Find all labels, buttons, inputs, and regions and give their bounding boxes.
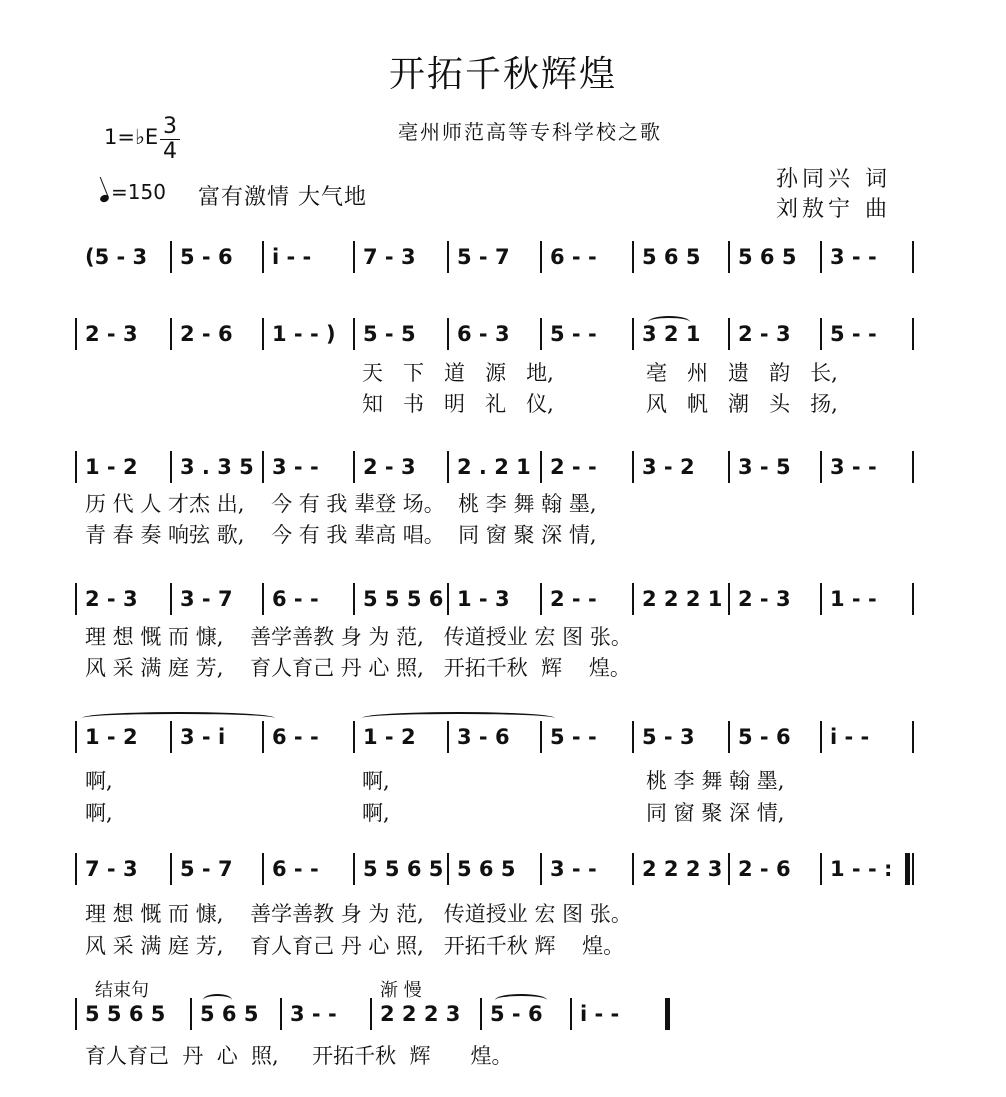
barline: [820, 583, 822, 615]
barline: [170, 721, 172, 753]
measure: 3 - 6: [457, 725, 510, 749]
tempo-value: =150: [111, 180, 166, 204]
measure: 2 - 3: [85, 322, 138, 346]
barline: [353, 721, 355, 753]
measure: 5 5 6 5: [363, 857, 444, 881]
barline: [262, 241, 264, 273]
score-row: [0, 857, 1006, 885]
barline: [75, 318, 77, 350]
measure: 2 . 2 1: [457, 455, 531, 479]
measure: 2 - -: [550, 455, 597, 479]
barline: [540, 451, 542, 483]
song-title: 开拓千秋辉煌: [388, 54, 617, 95]
lyric-line: 理 想 慨 而 慷, 善学善教 身 为 范, 传道授业 宏 图 张。: [85, 625, 632, 649]
barline: [447, 583, 449, 615]
measure: i - -: [830, 725, 870, 749]
tempo-marking: [100, 180, 166, 204]
barline: [912, 241, 914, 273]
barline: [447, 853, 449, 885]
barline: [75, 451, 77, 483]
measure: 5 - 6: [490, 1002, 543, 1026]
measure: 5 - -: [550, 322, 597, 346]
measure: 2 - -: [550, 587, 597, 611]
barline: [353, 583, 355, 615]
barline: [353, 241, 355, 273]
lyric-line: 啊,: [85, 801, 113, 825]
measure: 5 5 5 6: [363, 587, 444, 611]
measure: 5 - -: [830, 322, 877, 346]
measure: 6 - -: [272, 587, 319, 611]
barline: [353, 318, 355, 350]
barline: [353, 853, 355, 885]
measure: 6 - -: [550, 245, 597, 269]
barline: [632, 583, 634, 615]
final-barline: [665, 998, 670, 1030]
barline: [75, 853, 77, 885]
barline: [820, 318, 822, 350]
barline: [632, 241, 634, 273]
measure: 5 - 6: [180, 245, 233, 269]
measure: 5 - 6: [738, 725, 791, 749]
barline: [728, 721, 730, 753]
measure: 3 - -: [830, 455, 877, 479]
measure: 2 - 3: [363, 455, 416, 479]
barline: [632, 318, 634, 350]
measure: 1 - 2: [85, 455, 138, 479]
barline: [75, 998, 77, 1030]
barline: [632, 451, 634, 483]
measure: 3 - -: [550, 857, 597, 881]
barline: [728, 853, 730, 885]
quarter-note-icon: [99, 194, 110, 204]
lyric-line: 风 采 满 庭 芳, 育人育己 丹 心 照, 开拓千秋 辉 煌。: [85, 656, 631, 680]
measure: 3 - -: [290, 1002, 337, 1026]
measure: 6 - 3: [457, 322, 510, 346]
barline: [570, 998, 572, 1030]
barline: [447, 241, 449, 273]
measure: 3 - -: [272, 455, 319, 479]
measure: 1 - -: [830, 587, 877, 611]
measure: 2 - 3: [738, 587, 791, 611]
slur: [648, 316, 690, 328]
key-signature: 1=♭E: [104, 125, 159, 149]
lyricist-credit: 孙同兴 词: [776, 167, 891, 192]
barline: [170, 853, 172, 885]
measure: 2 2 2 3: [380, 1002, 461, 1026]
slur: [495, 994, 547, 1006]
measure: 5 6 5: [457, 857, 516, 881]
barline: [75, 583, 77, 615]
barline: [632, 853, 634, 885]
barline: [912, 721, 914, 753]
measure: 5 - 5: [363, 322, 416, 346]
barline: [280, 998, 282, 1030]
barline: [170, 241, 172, 273]
time-signature-bottom: 4: [163, 139, 177, 164]
measure: 3 . 3 5: [180, 455, 254, 479]
barline: [728, 241, 730, 273]
measure: 3 - i: [180, 725, 226, 749]
barline: [170, 318, 172, 350]
measure: 7 - 3: [363, 245, 416, 269]
measure: 3 - -: [830, 245, 877, 269]
measure: i - -: [272, 245, 312, 269]
lyric-line: 亳 州 遗 韵 长,: [646, 361, 838, 385]
barline: [262, 318, 264, 350]
slur: [362, 712, 555, 724]
barline: [540, 241, 542, 273]
barline: [262, 853, 264, 885]
barline: [820, 451, 822, 483]
song-subtitle: 亳州师范高等专科学校之歌: [398, 120, 662, 144]
barline: [728, 583, 730, 615]
lyric-line: 啊,: [362, 801, 390, 825]
slur: [203, 994, 232, 1006]
barline: [262, 583, 264, 615]
lyric-line: 理 想 慨 而 慷, 善学善教 身 为 范, 传道授业 宏 图 张。: [85, 902, 632, 926]
lyric-line: 历 代 人 才杰 出, 今 有 我 辈登 场。 桃 李 舞 翰 墨,: [85, 492, 597, 516]
measure: 2 - 6: [180, 322, 233, 346]
measure: 2 2 2 3: [642, 857, 723, 881]
lyric-line: 啊,: [85, 769, 113, 793]
measure: i - -: [580, 1002, 620, 1026]
measure: 5 6 5: [200, 1002, 259, 1026]
measure: 1 - 3: [457, 587, 510, 611]
score-row: [0, 455, 1006, 483]
barline: [370, 998, 372, 1030]
lyric-line: 桃 李 舞 翰 墨,: [646, 769, 785, 793]
measure: 5 5 6 5: [85, 1002, 166, 1026]
barline: [728, 451, 730, 483]
barline: [912, 853, 914, 885]
measure: 5 - 3: [642, 725, 695, 749]
barline: [632, 721, 634, 753]
measure: 3 - 2: [642, 455, 695, 479]
lyric-line: 同 窗 聚 深 情,: [646, 801, 785, 825]
measure: 3 2 1: [642, 322, 701, 346]
ritardando-label: 渐 慢: [380, 980, 422, 1001]
measure: 5 - -: [550, 725, 597, 749]
time-signature-top: 3: [163, 114, 177, 139]
lyric-line: 知 书 明 礼 仪,: [362, 392, 554, 416]
barline: [170, 451, 172, 483]
measure: 7 - 3: [85, 857, 138, 881]
measure: 2 - 6: [738, 857, 791, 881]
measure: 1 - 2: [85, 725, 138, 749]
measure: 5 6 5: [642, 245, 701, 269]
barline: [75, 721, 77, 753]
barline: [912, 318, 914, 350]
score-row: [0, 322, 1006, 350]
score-row: [0, 1002, 1006, 1030]
barline: [190, 998, 192, 1030]
barline: [540, 583, 542, 615]
barline: [820, 721, 822, 753]
barline: [728, 318, 730, 350]
measure: 1 - - ): [272, 322, 336, 346]
barline: [353, 451, 355, 483]
barline: [540, 318, 542, 350]
measure: 2 - 3: [738, 322, 791, 346]
measure: 2 2 2 1: [642, 587, 723, 611]
score-row: [0, 587, 1006, 615]
measure: 1 - - :: [830, 857, 893, 881]
barline: [170, 583, 172, 615]
barline: [480, 998, 482, 1030]
lyric-line: 风 帆 潮 头 扬,: [646, 392, 838, 416]
barline: [447, 318, 449, 350]
barline: [447, 721, 449, 753]
measure: 5 - 7: [457, 245, 510, 269]
time-signature: [160, 116, 180, 163]
barline: [820, 853, 822, 885]
barline: [540, 853, 542, 885]
lyric-line: 啊,: [362, 769, 390, 793]
composer-credit: 刘敖宁 曲: [776, 197, 891, 222]
ending-label: 结束句: [95, 980, 149, 1001]
lyric-line: 天 下 道 源 地,: [362, 361, 554, 385]
measure: 6 - -: [272, 857, 319, 881]
barline: [540, 721, 542, 753]
measure: 2 - 3: [85, 587, 138, 611]
barline: [912, 583, 914, 615]
barline: [820, 241, 822, 273]
measure: 3 - 5: [738, 455, 791, 479]
final-barline: [905, 853, 910, 885]
lyric-line: 风 采 满 庭 芳, 育人育己 丹 心 照, 开拓千秋 辉 煌。: [85, 934, 625, 958]
score-row: [0, 725, 1006, 753]
barline: [262, 451, 264, 483]
barline: [262, 721, 264, 753]
slur: [82, 712, 275, 724]
measure: 5 6 5: [738, 245, 797, 269]
expression-marking: 富有激情 大气地: [198, 185, 367, 210]
lyric-line: 育人育己 丹 心 照, 开拓千秋 辉 煌。: [85, 1044, 513, 1068]
measure: (5 - 3: [85, 245, 148, 269]
lyric-line: 青 春 奏 响弦 歌, 今 有 我 辈高 唱。 同 窗 聚 深 情,: [85, 523, 597, 547]
measure: 1 - 2: [363, 725, 416, 749]
measure: 6 - -: [272, 725, 319, 749]
barline: [447, 451, 449, 483]
score-row: [0, 245, 1006, 273]
measure: 5 - 7: [180, 857, 233, 881]
measure: 3 - 7: [180, 587, 233, 611]
barline: [912, 451, 914, 483]
